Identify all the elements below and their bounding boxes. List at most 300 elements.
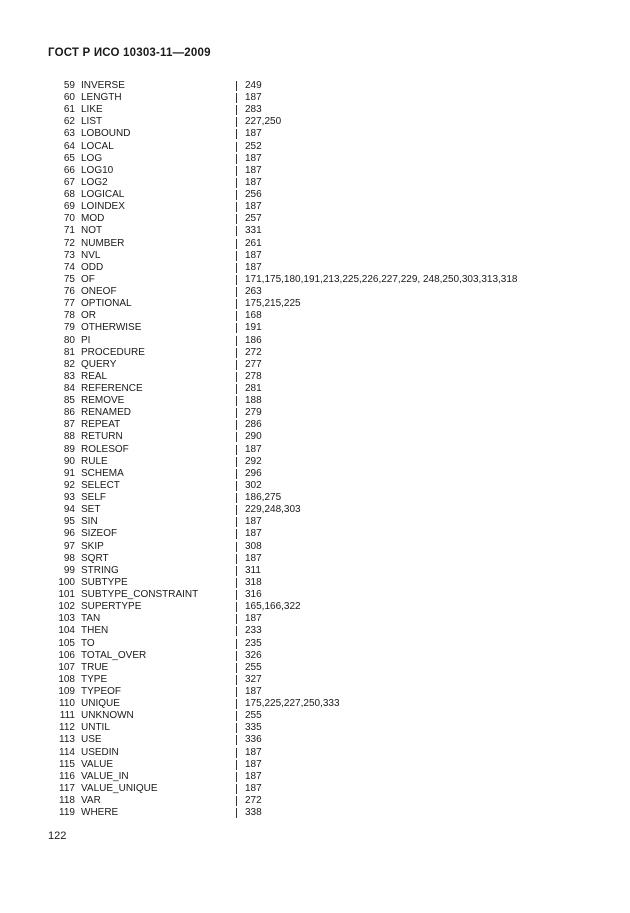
column-divider <box>236 420 237 430</box>
column-divider <box>236 166 237 176</box>
keyword: LOGICAL <box>81 189 125 201</box>
table-row <box>0 650 630 662</box>
page-references: 187 <box>245 613 262 625</box>
column-divider <box>236 663 237 673</box>
keyword: REFERENCE <box>81 383 143 394</box>
column-divider <box>236 360 237 370</box>
row-number: 85 <box>63 395 75 407</box>
table-row <box>0 298 630 310</box>
column-divider <box>236 493 237 503</box>
table-row <box>0 577 630 589</box>
table-row <box>0 516 630 528</box>
row-number: 105 <box>58 637 75 649</box>
row-number: 74 <box>63 261 75 273</box>
column-divider <box>236 251 237 261</box>
keyword: SCHEMA <box>81 467 124 479</box>
page-references: 308 <box>245 540 262 552</box>
page-references: 187 <box>245 261 262 273</box>
table-row <box>0 456 630 468</box>
table-row <box>0 335 630 347</box>
row-number: 77 <box>63 298 75 310</box>
column-divider <box>236 651 237 661</box>
column-divider <box>236 796 237 806</box>
table-row <box>0 795 630 807</box>
table-row <box>0 165 630 177</box>
column-divider <box>236 311 237 321</box>
row-number: 112 <box>59 722 75 734</box>
column-divider <box>236 384 237 394</box>
page-references: 235 <box>245 637 262 649</box>
keyword: TRUE <box>81 661 109 673</box>
keyword: PI <box>81 334 91 346</box>
row-number: 111 <box>59 710 75 722</box>
keyword: SET <box>81 504 101 516</box>
row-number: 117 <box>59 782 75 794</box>
column-divider <box>236 602 237 612</box>
table-row <box>0 807 630 819</box>
page-references: 316 <box>245 589 262 601</box>
keyword: VALUE <box>81 758 114 770</box>
row-number: 116 <box>59 770 75 782</box>
keyword: LOG <box>81 152 103 164</box>
page-references: 175,215,225 <box>245 298 301 310</box>
keyword: LOCAL <box>81 140 114 152</box>
row-number: 64 <box>63 140 75 152</box>
row-number: 97 <box>63 540 75 552</box>
page-references: 187 <box>245 249 262 261</box>
column-divider <box>236 469 237 479</box>
keyword: ONEOF <box>81 286 117 298</box>
row-number: 66 <box>63 164 75 176</box>
table-row <box>0 710 630 722</box>
table-row <box>0 395 630 407</box>
keyword: UNKNOWN <box>81 710 134 722</box>
table-row <box>0 250 630 262</box>
column-divider <box>236 445 237 455</box>
row-number: 88 <box>63 431 75 443</box>
keyword: WHERE <box>81 807 119 819</box>
row-number: 83 <box>63 370 75 382</box>
table-row <box>0 674 630 686</box>
keyword: UNTIL <box>81 722 110 734</box>
column-divider <box>236 542 237 552</box>
page-references: 227,250 <box>245 116 282 128</box>
row-number: 72 <box>63 237 75 249</box>
keyword: PROCEDURE <box>81 346 145 358</box>
keyword: SKIP <box>81 540 104 552</box>
keyword: SIN <box>81 516 98 528</box>
page-references: 255 <box>245 661 262 673</box>
column-divider <box>236 675 237 685</box>
table-row <box>0 638 630 650</box>
keyword: NUMBER <box>81 237 125 249</box>
column-divider <box>236 214 237 224</box>
column-divider <box>236 735 237 745</box>
keyword: REAL <box>81 370 108 382</box>
keyword: TYPE <box>81 673 108 685</box>
page-references: 186,275 <box>245 492 282 504</box>
column-divider <box>236 348 237 358</box>
page-references: 187 <box>245 686 262 697</box>
page-references: 188 <box>245 395 262 407</box>
keyword: OPTIONAL <box>81 298 132 310</box>
page-references: 187 <box>245 516 262 528</box>
row-number: 79 <box>63 322 75 334</box>
row-number: 62 <box>63 116 75 128</box>
row-number: 89 <box>63 443 75 455</box>
table-row <box>0 686 630 698</box>
row-number: 60 <box>63 92 75 104</box>
keyword: VALUE_IN <box>81 770 129 782</box>
page-references: 186 <box>245 334 262 346</box>
row-number: 100 <box>58 576 75 588</box>
page-references: 233 <box>245 625 262 637</box>
column-divider <box>236 129 237 139</box>
column-divider <box>236 117 237 127</box>
page-references: 263 <box>245 286 262 298</box>
keyword: TOTAL_OVER <box>81 649 147 661</box>
row-number: 110 <box>59 698 75 710</box>
table-row <box>0 177 630 189</box>
row-number: 96 <box>63 528 75 540</box>
page-references: 187 <box>245 758 262 770</box>
keyword: REMOVE <box>81 395 125 407</box>
page-references: 187 <box>245 528 262 540</box>
keyword: VAR <box>81 795 101 807</box>
row-number: 76 <box>63 286 75 298</box>
row-number: 104 <box>58 625 75 637</box>
keyword: USEDIN <box>81 746 119 758</box>
row-number: 71 <box>63 225 75 237</box>
table-row <box>0 201 630 213</box>
row-number: 118 <box>59 795 75 807</box>
page-references: 229,248,303 <box>245 504 301 516</box>
page-references: 187 <box>245 746 262 758</box>
page-references: 326 <box>245 649 262 661</box>
table-row <box>0 589 630 601</box>
keyword: MOD <box>81 213 105 225</box>
column-divider <box>236 505 237 515</box>
column-divider <box>236 93 237 103</box>
table-row <box>0 771 630 783</box>
column-divider <box>236 178 237 188</box>
table-row <box>0 92 630 104</box>
page-references: 171,175,180,191,213,225,226,227,229, 248,250,303,313,318 <box>245 273 518 285</box>
table-row <box>0 468 630 480</box>
keyword: SUPERTYPE <box>81 601 142 613</box>
keyword: SQRT <box>81 552 109 564</box>
page-references: 279 <box>245 407 262 419</box>
table-row <box>0 274 630 286</box>
column-divider <box>236 481 237 491</box>
row-number: 86 <box>63 407 75 419</box>
page-references: 187 <box>245 92 262 104</box>
page-references: 272 <box>245 346 262 358</box>
table-row <box>0 698 630 710</box>
keyword: LOG2 <box>81 176 108 188</box>
table-row <box>0 286 630 298</box>
row-number: 114 <box>59 746 75 758</box>
page-references: 302 <box>245 479 262 491</box>
keyword: OTHERWISE <box>81 322 142 334</box>
keyword: SIZEOF <box>81 528 118 540</box>
keyword: STRING <box>81 564 119 576</box>
column-divider <box>236 81 237 91</box>
row-number: 94 <box>63 504 75 516</box>
column-divider <box>236 154 237 164</box>
table-row <box>0 104 630 116</box>
table-row <box>0 116 630 128</box>
page-references: 278 <box>245 370 262 382</box>
row-number: 70 <box>63 213 75 225</box>
column-divider <box>236 263 237 273</box>
row-number: 82 <box>63 358 75 370</box>
column-divider <box>236 105 237 115</box>
column-divider <box>236 808 237 818</box>
table-row <box>0 662 630 674</box>
table-row <box>0 80 630 92</box>
row-number: 63 <box>63 128 75 140</box>
keyword: LOBOUND <box>81 128 131 140</box>
table-row <box>0 747 630 759</box>
page-references: 257 <box>245 213 262 225</box>
table-row <box>0 553 630 565</box>
column-divider <box>236 699 237 709</box>
page-references: 187 <box>245 770 262 782</box>
column-divider <box>236 142 237 152</box>
column-divider <box>236 529 237 539</box>
page-references: 191 <box>245 322 262 334</box>
page-references: 336 <box>245 734 262 746</box>
row-number: 67 <box>63 176 75 188</box>
row-number: 108 <box>58 673 75 685</box>
table-row <box>0 153 630 165</box>
table-row <box>0 504 630 516</box>
page-references: 187 <box>245 552 262 564</box>
column-divider <box>236 287 237 297</box>
page-references: 277 <box>245 358 262 370</box>
keyword: ODD <box>81 261 104 273</box>
row-number: 59 <box>63 80 75 91</box>
table-row <box>0 383 630 395</box>
keyword: USE <box>81 734 102 746</box>
keyword: TAN <box>81 613 101 625</box>
table-row <box>0 541 630 553</box>
row-number: 102 <box>58 601 75 613</box>
table-row <box>0 371 630 383</box>
column-divider <box>236 202 237 212</box>
page-references: 292 <box>245 455 262 467</box>
row-number: 73 <box>63 249 75 261</box>
page-references: 252 <box>245 140 262 152</box>
table-row <box>0 225 630 237</box>
page-number: 122 <box>48 830 67 842</box>
page-references: 338 <box>245 807 262 819</box>
table-row <box>0 492 630 504</box>
table-row <box>0 601 630 613</box>
keyword: TYPEOF <box>81 686 122 697</box>
table-row <box>0 322 630 334</box>
table-row <box>0 128 630 140</box>
keyword: REPEAT <box>81 419 121 431</box>
page-references: 290 <box>245 431 262 443</box>
column-divider <box>236 639 237 649</box>
column-divider <box>236 336 237 346</box>
column-divider <box>236 517 237 527</box>
keyword: LOINDEX <box>81 201 125 213</box>
row-number: 68 <box>63 189 75 201</box>
keyword: LIST <box>81 116 103 128</box>
keyword: THEN <box>81 625 109 637</box>
column-divider <box>236 275 237 285</box>
table-row <box>0 407 630 419</box>
page-references: 261 <box>245 237 262 249</box>
page-references: 168 <box>245 310 262 322</box>
row-number: 119 <box>59 807 75 819</box>
table-row <box>0 347 630 359</box>
table-row <box>0 262 630 274</box>
row-number: 106 <box>58 649 75 661</box>
column-divider <box>236 590 237 600</box>
table-row <box>0 419 630 431</box>
row-number: 101 <box>58 589 75 601</box>
column-divider <box>236 190 237 200</box>
table-row <box>0 613 630 625</box>
page-references: 286 <box>245 419 262 431</box>
row-number: 92 <box>63 479 75 491</box>
keyword: INVERSE <box>81 80 125 91</box>
page-references: 311 <box>245 564 261 576</box>
keyword: LENGTH <box>81 92 122 104</box>
keyword: NVL <box>81 249 101 261</box>
column-divider <box>236 239 237 249</box>
page-references: 296 <box>245 467 262 479</box>
table-row <box>0 759 630 771</box>
column-divider <box>236 457 237 467</box>
page-references: 272 <box>245 795 262 807</box>
column-divider <box>236 614 237 624</box>
table-row <box>0 734 630 746</box>
table-row <box>0 783 630 795</box>
column-divider <box>236 626 237 636</box>
keyword: NOT <box>81 225 103 237</box>
column-divider <box>236 578 237 588</box>
page-references: 175,225,227,250,333 <box>245 698 340 710</box>
table-row <box>0 189 630 201</box>
column-divider <box>236 687 237 697</box>
keyword: RETURN <box>81 431 123 443</box>
page-references: 187 <box>245 164 262 176</box>
page-references: 331 <box>245 225 262 237</box>
row-number: 115 <box>59 758 75 770</box>
table-row <box>0 141 630 153</box>
page-references: 187 <box>245 782 262 794</box>
row-number: 78 <box>63 310 75 322</box>
table-row <box>0 213 630 225</box>
document-header: ГОСТ Р ИСО 10303-11—2009 <box>48 47 211 59</box>
column-divider <box>236 772 237 782</box>
row-number: 93 <box>63 492 75 504</box>
keyword: LOG10 <box>81 164 114 176</box>
column-divider <box>236 554 237 564</box>
row-number: 91 <box>63 467 75 479</box>
table-row <box>0 444 630 456</box>
column-divider <box>236 372 237 382</box>
row-number: 80 <box>63 334 75 346</box>
keyword: UNIQUE <box>81 698 120 710</box>
row-number: 69 <box>63 201 75 213</box>
row-number: 107 <box>58 661 75 673</box>
row-number: 98 <box>63 552 75 564</box>
row-number: 61 <box>63 104 75 116</box>
keyword: RENAMED <box>81 407 132 419</box>
keyword: OR <box>81 310 96 322</box>
row-number: 84 <box>63 383 75 394</box>
column-divider <box>236 408 237 418</box>
keyword: LIKE <box>81 104 103 116</box>
column-divider <box>236 748 237 758</box>
row-number: 90 <box>63 455 75 467</box>
table-row <box>0 310 630 322</box>
column-divider <box>236 226 237 236</box>
keyword: SELECT <box>81 479 120 491</box>
column-divider <box>236 711 237 721</box>
page-references: 335 <box>245 722 262 734</box>
table-row <box>0 480 630 492</box>
column-divider <box>236 323 237 333</box>
keyword: SELF <box>81 492 107 504</box>
page-references: 165,166,322 <box>245 601 301 613</box>
row-number: 103 <box>58 613 75 625</box>
page-references: 187 <box>245 128 262 140</box>
keyword: SUBTYPE <box>81 576 128 588</box>
column-divider <box>236 396 237 406</box>
column-divider <box>236 432 237 442</box>
page-references: 283 <box>245 104 262 116</box>
page-references: 256 <box>245 189 262 201</box>
page-references: 187 <box>245 152 262 164</box>
keyword: ROLESOF <box>81 443 129 455</box>
row-number: 81 <box>63 346 75 358</box>
table-row <box>0 565 630 577</box>
keyword: TO <box>81 637 95 649</box>
page-references: 318 <box>245 576 262 588</box>
table-row <box>0 722 630 734</box>
page-references: 187 <box>245 176 262 188</box>
page-references: 327 <box>245 673 262 685</box>
row-number: 87 <box>63 419 75 431</box>
row-number: 113 <box>59 734 75 746</box>
column-divider <box>236 760 237 770</box>
table-row <box>0 625 630 637</box>
table-row <box>0 238 630 250</box>
row-number: 75 <box>63 273 75 285</box>
keyword: RULE <box>81 455 108 467</box>
keyword: QUERY <box>81 358 117 370</box>
page-references: 249 <box>245 80 262 91</box>
keyword: VALUE_UNIQUE <box>81 782 158 794</box>
row-number: 99 <box>63 564 75 576</box>
page-references: 281 <box>245 383 262 394</box>
table-row <box>0 528 630 540</box>
table-row <box>0 359 630 371</box>
row-number: 95 <box>63 516 75 528</box>
page-references: 255 <box>245 710 262 722</box>
keyword: OF <box>81 273 95 285</box>
keyword: SUBTYPE_CONSTRAINT <box>81 589 199 601</box>
column-divider <box>236 723 237 733</box>
column-divider <box>236 299 237 309</box>
